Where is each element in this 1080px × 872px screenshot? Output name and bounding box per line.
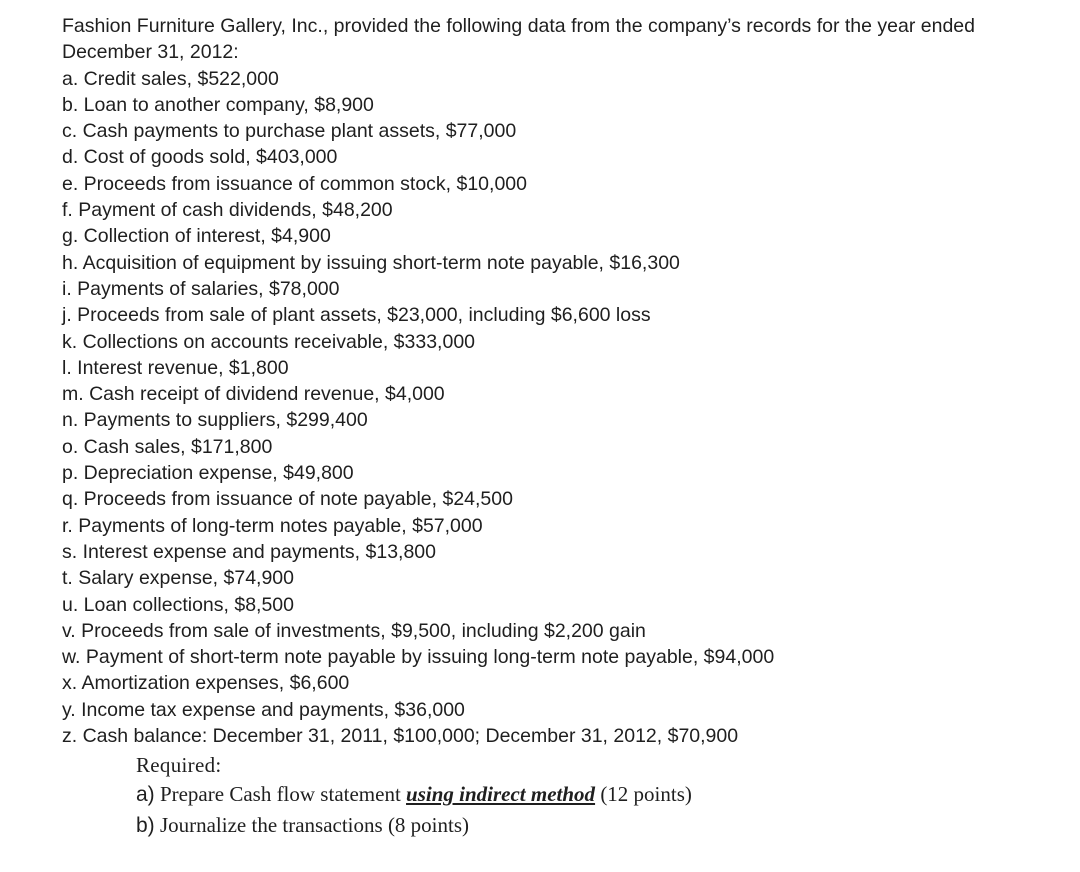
list-item: o. Cash sales, $171,800 (62, 435, 273, 458)
list-item: z. Cash balance: December 31, 2011, $100,000; December 31, 2012, $70,900 (62, 725, 739, 748)
list-item: v. Proceeds from sale of investments, $9,500, including $2,200 gain (62, 619, 646, 642)
required-section (136, 751, 1052, 841)
transaction-list (62, 66, 1052, 750)
requirement-a-text: Prepare Cash flow statement (159, 782, 401, 807)
list-item: t. Salary expense, $74,900 (62, 567, 294, 590)
list-item: y. Income tax expense and payments, $36,000 (62, 698, 465, 721)
list-item: i. Payments of salaries, $78,000 (62, 277, 340, 300)
problem-intro: Fashion Furniture Gallery, Inc., provided the following data from the company’s records for the year ended December 31, 2012: (62, 15, 975, 64)
list-item: h. Acquisition of equipment by issuing short-term note payable, $16,300 (62, 251, 680, 274)
requirement-b-letter: b) (136, 814, 155, 838)
required-heading: Required: (136, 753, 222, 778)
requirement-b-text: Journalize the transactions (8 points) (159, 813, 470, 838)
list-item: s. Interest expense and payments, $13,800 (62, 540, 436, 563)
list-item: j. Proceeds from sale of plant assets, $23,000, including $6,600 loss (62, 304, 651, 327)
list-item: u. Loan collections, $8,500 (62, 593, 295, 616)
list-item: k. Collections on accounts receivable, $333,000 (62, 330, 476, 353)
requirement-a-points: (12 points) (600, 782, 692, 807)
requirement-a (136, 779, 1052, 810)
requirement-a-method: using indirect method (406, 782, 596, 807)
list-item: m. Cash receipt of dividend revenue, $4,000 (62, 383, 445, 406)
list-item: a. Credit sales, $522,000 (62, 67, 279, 90)
list-item: p. Depreciation expense, $49,800 (62, 462, 354, 485)
requirement-b (136, 810, 1052, 841)
requirement-a-letter: a) (136, 783, 155, 807)
list-item: b. Loan to another company, $8,900 (62, 93, 374, 116)
list-item: r. Payments of long-term notes payable, $57,000 (62, 514, 483, 537)
list-item: l. Interest revenue, $1,800 (62, 356, 289, 379)
list-item: g. Collection of interest, $4,900 (62, 225, 331, 248)
problem-document (62, 13, 1052, 841)
list-item: q. Proceeds from issuance of note payable, $24,500 (62, 488, 513, 511)
list-item: f. Payment of cash dividends, $48,200 (62, 199, 393, 222)
list-item: w. Payment of short-term note payable by issuing long-term note payable, $94,000 (62, 646, 775, 669)
list-item: x. Amortization expenses, $6,600 (62, 672, 350, 695)
list-item: n. Payments to suppliers, $299,400 (62, 409, 368, 432)
list-item: d. Cost of goods sold, $403,000 (62, 146, 338, 169)
list-item: e. Proceeds from issuance of common stock, $10,000 (62, 172, 527, 195)
list-item: c. Cash payments to purchase plant assets, $77,000 (62, 120, 517, 143)
